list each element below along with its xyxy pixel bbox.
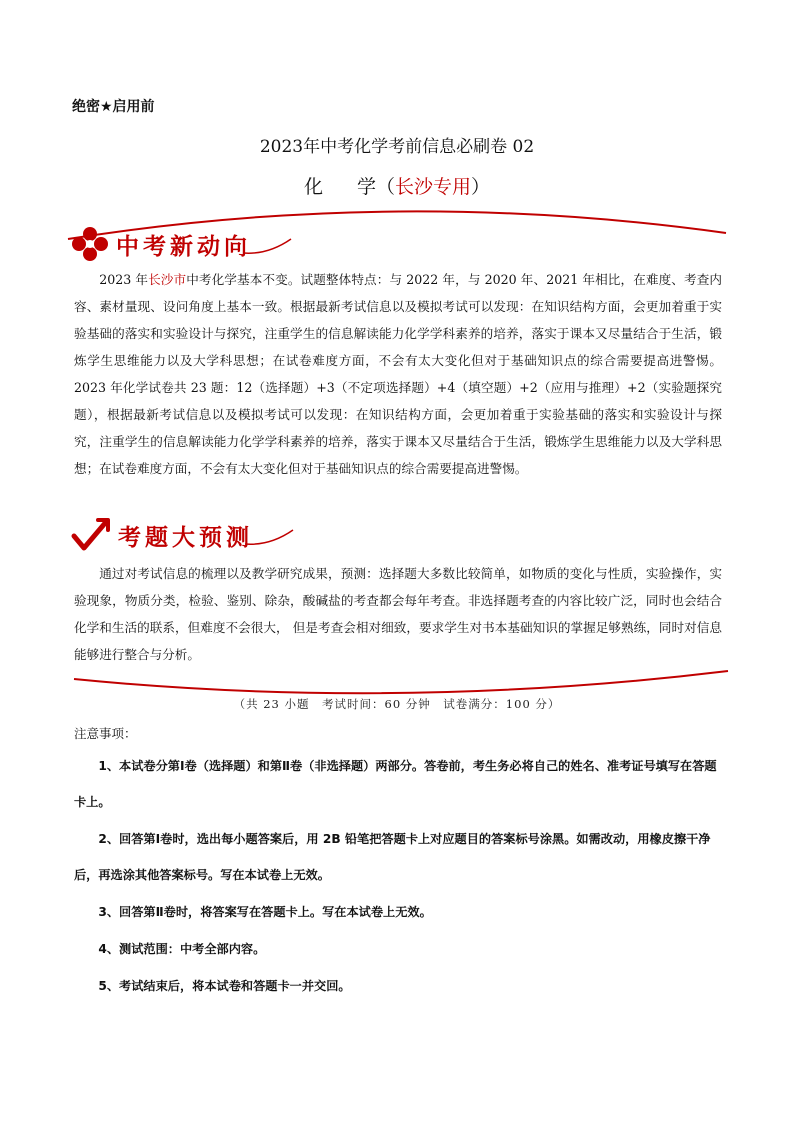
checkmark-arrow-icon [70, 516, 112, 554]
subject-title [0, 172, 794, 199]
page-title: 2023年中考化学考前信息必刷卷 02 [259, 137, 535, 157]
notice-item: 5、考试结束后，将本试卷和答题卡一并交回。 [98, 979, 351, 993]
section-heading-label: 考题大预测 [118, 524, 253, 551]
exam-meta: （共 23 小题 考试时间：60 分钟 试卷满分：100 分） [233, 697, 561, 711]
frame-bottom-arc [74, 671, 728, 693]
heading-underline [243, 229, 293, 259]
subject-char-1: 化 [303, 176, 323, 198]
heading-underline [245, 520, 295, 550]
notice-heading: 注意事项： [74, 726, 137, 741]
section-heading-prediction [70, 516, 295, 554]
para-city: 长沙市 [148, 272, 187, 287]
trends-paragraph [74, 266, 722, 482]
region-label: 长沙专用 [395, 176, 472, 198]
notice-item: 4、测试范围：中考全部内容。 [98, 942, 266, 956]
subject-char-2: 学（ [356, 176, 395, 198]
section-heading-trends [70, 226, 293, 262]
clover-icon [70, 226, 110, 262]
prediction-paragraph: 通过对考试信息的梳理以及教学研究成果，预测：选择题大多数比较简单，如物质的变化与性质，实验操作，实验现象，物质分类，检验、鉴别、除杂，酸碱盐的考查都会每年考查。非选择题考查的内容比较广泛，同时也会结合化学和生活的联系，但难度不会很大， 但是考查会相对细致，要求学生对书本基础知识的掌握足够熟练，同时对信息能够进行整合与分析。 [74, 566, 722, 662]
subject-close: ） [471, 176, 491, 198]
notice-item: 2、回答第Ⅰ卷时，选出每小题答案后，用 2B 铅笔把答题卡上对应题目的答案标号涂黑。如需改动，用橡皮擦干净后，再选涂其他答案标号。写在本试卷上无效。 [74, 832, 711, 882]
section-heading-label: 中考新动向 [116, 233, 251, 260]
secret-label: 绝密★启用前 [72, 99, 155, 115]
para-year: 2023 年 [99, 272, 149, 287]
notice-item: 3、回答第Ⅱ卷时，将答案写在答题卡上。写在本试卷上无效。 [98, 905, 432, 919]
para-body: 中考化学基本不变。试题整体特点：与 2022 年，与 2020 年、2021 年相比，在难度、考查内容、素材量现、设问角度上基本一致。根据最新考试信息以及模拟考试可以发现：在知识结构方面，会更加着重于实验基础的落实和实验设计与探究，注重学生的信息解读能力化学学科素养的培养，落实于课本又尽量结合于生活，锻炼学生思维能力以及大学科思想；在试卷难度方面，不会有太大变化但对于基础知识点的综合需要提高进警惕。2023 年化学试卷共 23 题：12（选择题）+3（不定项选择题）+4（填空题）+2（应用与推理）+2（实验题探究题），根据最新考试信息以及模拟考试可以发现：在知识结构方面，会更加着重于实验基础的落实和实验设计与探究，注重学生的信息解读能力化学学科素养的培养，落实于课本又尽量结合于生活，锻炼学生思维能力以及大学科思想；在试卷难度方面，不会有太大变化但对于基础知识点的综合需要提高进警惕。 [74, 272, 723, 476]
notice-item: 1、本试卷分第Ⅰ卷（选择题）和第Ⅱ卷（非选择题）两部分。答卷前，考生务必将自己的姓名、准考证号填写在答题卡上。 [74, 759, 717, 809]
notice-list [74, 748, 724, 1005]
